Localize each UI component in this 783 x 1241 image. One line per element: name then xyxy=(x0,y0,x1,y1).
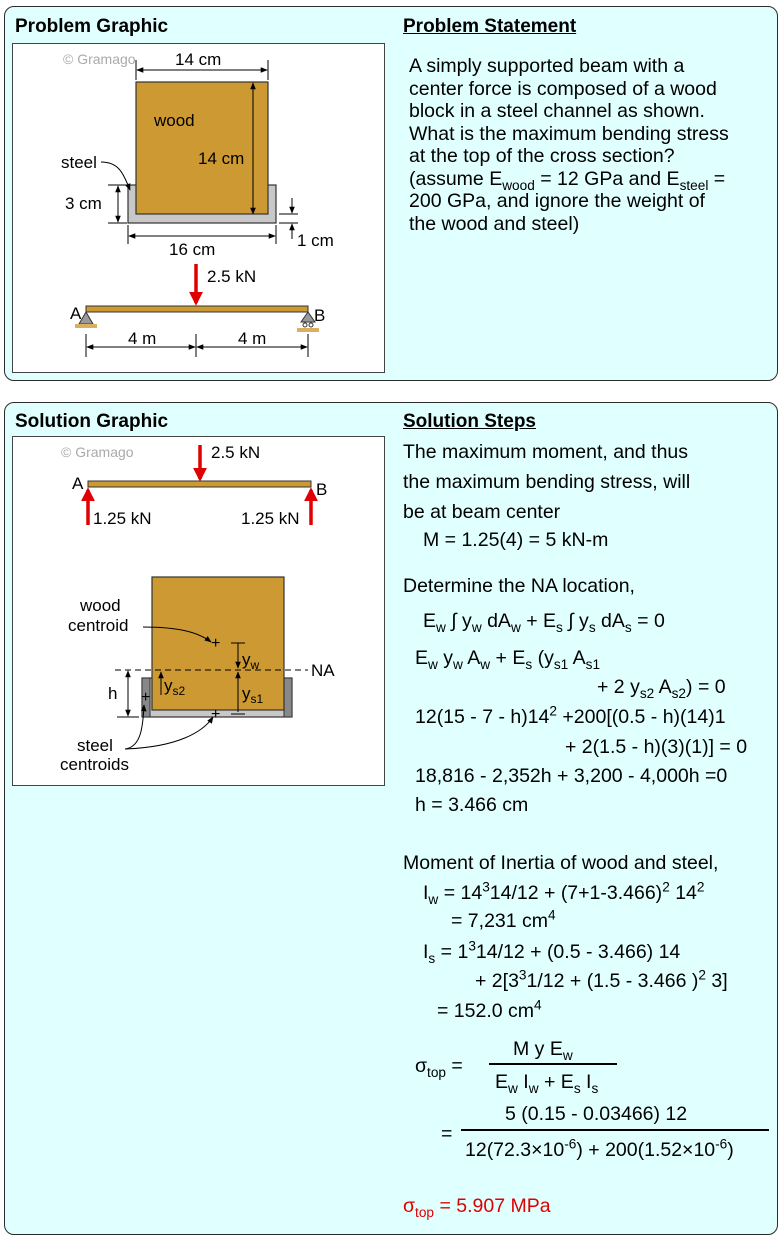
na-equation-2: $E_w$ $y_w$ $A_w + E_s$ ($y_{s1}$ $A_{s1}$ xyxy=(415,647,601,672)
is-equation: $I_s = 1^314/12 + (0.5 - 3.466)$ 14 xyxy=(423,938,681,966)
statement-line: A simply supported beam with a xyxy=(409,55,685,77)
statement-line: What is the maximum bending stress xyxy=(409,122,729,145)
span-right-label: 4 m xyxy=(238,329,267,348)
copyright-text: © Gramago xyxy=(63,51,136,67)
na-equation-4: + 2(1.5 - h)(3)(1)] = 0 xyxy=(565,736,748,758)
top-width-label: 14 cm xyxy=(175,50,222,69)
h-label: h xyxy=(108,684,118,703)
channel-width-label: 16 cm xyxy=(169,240,216,259)
statement-line: center force is composed of a wood xyxy=(409,77,717,100)
solution-graphic xyxy=(12,436,385,786)
span-left-label: 4 m xyxy=(128,329,157,348)
intro-line: The maximum moment, and thus xyxy=(403,441,689,463)
support-b-label: B xyxy=(316,480,328,499)
support-b-icon xyxy=(301,312,315,322)
moment-equation: M = 1.25(4) = 5 kN-m xyxy=(423,529,609,551)
statement-line: block in a steel channel as shown. xyxy=(409,100,705,122)
force-label: 2.5 kN xyxy=(211,443,261,462)
steel-centroids-label: centroids xyxy=(60,755,129,774)
solution-graphic-header: Solution Graphic xyxy=(15,411,169,432)
statement-line: the wood and steel) xyxy=(409,212,580,235)
moi-title: Moment of Inertia of wood and steel, xyxy=(403,852,719,874)
support-b-label: B xyxy=(314,306,326,325)
problem-figure xyxy=(13,44,386,374)
fraction-line xyxy=(461,1129,769,1131)
height-label: 14 cm xyxy=(198,149,245,168)
na-title: Determine the NA location, xyxy=(403,575,635,597)
thickness-label: 1 cm xyxy=(297,231,334,250)
support-a-label: A xyxy=(72,474,84,493)
solution-panel xyxy=(4,402,778,1235)
is-value: = 152.0 $cm^4$ xyxy=(437,997,542,1022)
statement-line: 200 GPa, and ignore the weight of xyxy=(409,190,705,212)
steel-centroid-marker: + xyxy=(211,706,221,723)
channel-height-label: 3 cm xyxy=(65,194,102,213)
wood-centroid-marker: + xyxy=(211,635,221,652)
is-equation-2: + $2[3^31/12 + (1.5 - 3.466$ )$^2$ 3] xyxy=(475,967,728,992)
sigma-top-label: $\sigma_{top}$ = xyxy=(415,1055,463,1080)
problem-graphic-header: Problem Graphic xyxy=(15,16,169,37)
wood-label: wood xyxy=(154,111,195,130)
na-equation-3: $12(15 - 7 - h)14^2 +200[(0.5 - h)(14)1$ xyxy=(415,703,726,728)
problem-panel xyxy=(4,6,778,381)
na-label: NA xyxy=(311,661,335,680)
iw-equation: $I_w = 14^314/12 + (7+1-3.466)^2$ $14^2$ xyxy=(423,879,705,907)
sigma-numerator: M y $E_w$ xyxy=(513,1038,573,1063)
solution-steps-header: Solution Steps xyxy=(403,411,536,432)
statement-line: at the top of the cross section? xyxy=(409,145,675,167)
na-result: h = 3.466 cm xyxy=(415,794,529,816)
copyright-text: © Gramago xyxy=(61,444,134,460)
problem-statement-header: Problem Statement xyxy=(403,16,577,37)
na-equation-1: $E_w$ ∫ $y_w$ $dA_w + E_s$ ∫ $y_s$ $dA_s = 0$ xyxy=(423,610,665,635)
wood-centroid-label: centroid xyxy=(68,616,129,635)
intro-line: be at beam center xyxy=(403,501,561,523)
beam xyxy=(88,481,311,487)
ys2-label: $y_{s2}$ xyxy=(164,676,186,698)
final-result: $\sigma_{top} = 5.907$ MPa xyxy=(403,1195,551,1220)
intro-line: the maximum bending stress, will xyxy=(403,471,691,493)
beam xyxy=(86,306,308,312)
statement-line: (assume $E_{wood} = 12$ GPa and $E_{steel}$ = xyxy=(409,167,726,193)
wood-block xyxy=(136,82,268,214)
yw-label: $y_w$ xyxy=(242,650,260,672)
equals-sign: = xyxy=(441,1123,453,1145)
sigma-numerator-2: 5 (0.15 - 0.03466) 12 xyxy=(505,1103,688,1125)
solution-figure xyxy=(13,437,386,787)
steel-centroids-label: steel xyxy=(77,736,113,755)
reaction-right-label: 1.25 kN xyxy=(241,509,300,528)
steel-label: steel xyxy=(61,153,97,172)
iw-value: = 7,231 $cm^4$ xyxy=(451,907,556,932)
force-label: 2.5 kN xyxy=(207,267,257,286)
ys1-label: $y_{s1}$ xyxy=(242,684,264,706)
wood-centroid-label: wood xyxy=(80,596,121,615)
na-equation-5: 18,816 - 2,352h + 3,200 - 4,000h =0 xyxy=(415,765,728,787)
na-equation-2b: + 2 $y_{s2}$ $A_{s2}) = 0$ xyxy=(597,676,726,701)
sigma-denominator: $E_w$ $I_w + E_s$ $I_s$ xyxy=(495,1071,599,1096)
problem-graphic xyxy=(12,43,385,373)
reaction-left-label: 1.25 kN xyxy=(93,509,152,528)
sigma-denominator-2: $12(72.3\times 10^{-6}) + 200(1.52\times 10^{-6})$ xyxy=(465,1136,734,1161)
support-a-label: A xyxy=(70,304,82,323)
fraction-line xyxy=(489,1063,617,1065)
problem-statement xyxy=(409,55,779,235)
steel-centroid-marker: + xyxy=(141,689,151,706)
